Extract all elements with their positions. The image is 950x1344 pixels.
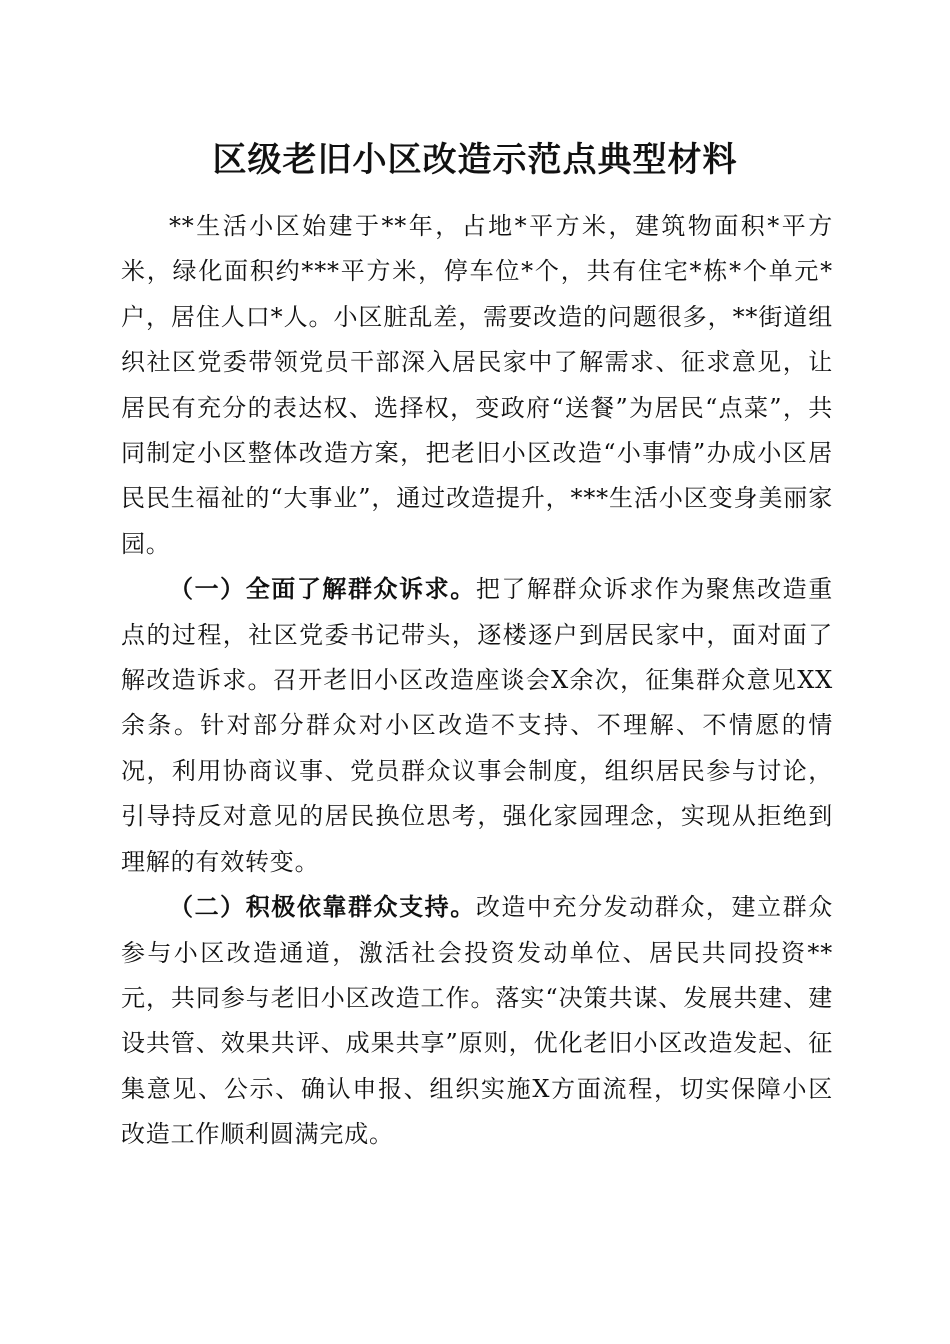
section-1-paragraph: [121, 567, 833, 885]
section-2-paragraph: [121, 885, 833, 1157]
section-2-heading: （二）积极依靠群众支持。: [169, 893, 476, 922]
intro-paragraph: **生活小区始建于**年，占地*平方米，建筑物面积*平方米，绿化面积约***平方米，停车位*个，共有住宅*栋*个单元*户，居住人口*人。小区脏乱差，需要改造的问题很多，**街道组织社区党委带领党员干部深入居民家中了解需求、征求意见，让居民有充分的表达权、选择权，变政府“送餐”为居民“点菜”，共同制定小区整体改造方案，把老旧小区改造“小事情”办成小区居民民生福祉的“大事业”，通过改造提升，***生活小区变身美丽家园。: [121, 212, 833, 558]
document-body: [121, 204, 833, 1158]
page-title: 区级老旧小区改造示范点典型材料: [212, 140, 738, 180]
section-1-text: 把了解群众诉求作为聚焦改造重点的过程，社区党委书记带头，逐楼逐户到居民家中，面对面了解改造诉求。召开老旧小区改造座谈会X余次，征集群众意见XX余条。针对部分群众对小区改造不支持、不理解、不情愿的情况，利用协商议事、党员群众议事会制度，组织居民参与讨论，引导持反对意见的居民换位思考，强化家园理念，实现从拒绝到理解的有效转变。: [121, 575, 833, 876]
section-2-text: 改造中充分发动群众，建立群众参与小区改造通道，激活社会投资发动单位、居民共同投资**元，共同参与老旧小区改造工作。落实“决策共谋、发展共建、建设共管、效果共评、成果共享”原则，优化老旧小区改造发起、征集意见、公示、确认申报、组织实施X方面流程，切实保障小区改造工作顺利圆满完成。: [121, 893, 833, 1149]
section-1-heading: （一）全面了解群众诉求。: [169, 575, 476, 604]
